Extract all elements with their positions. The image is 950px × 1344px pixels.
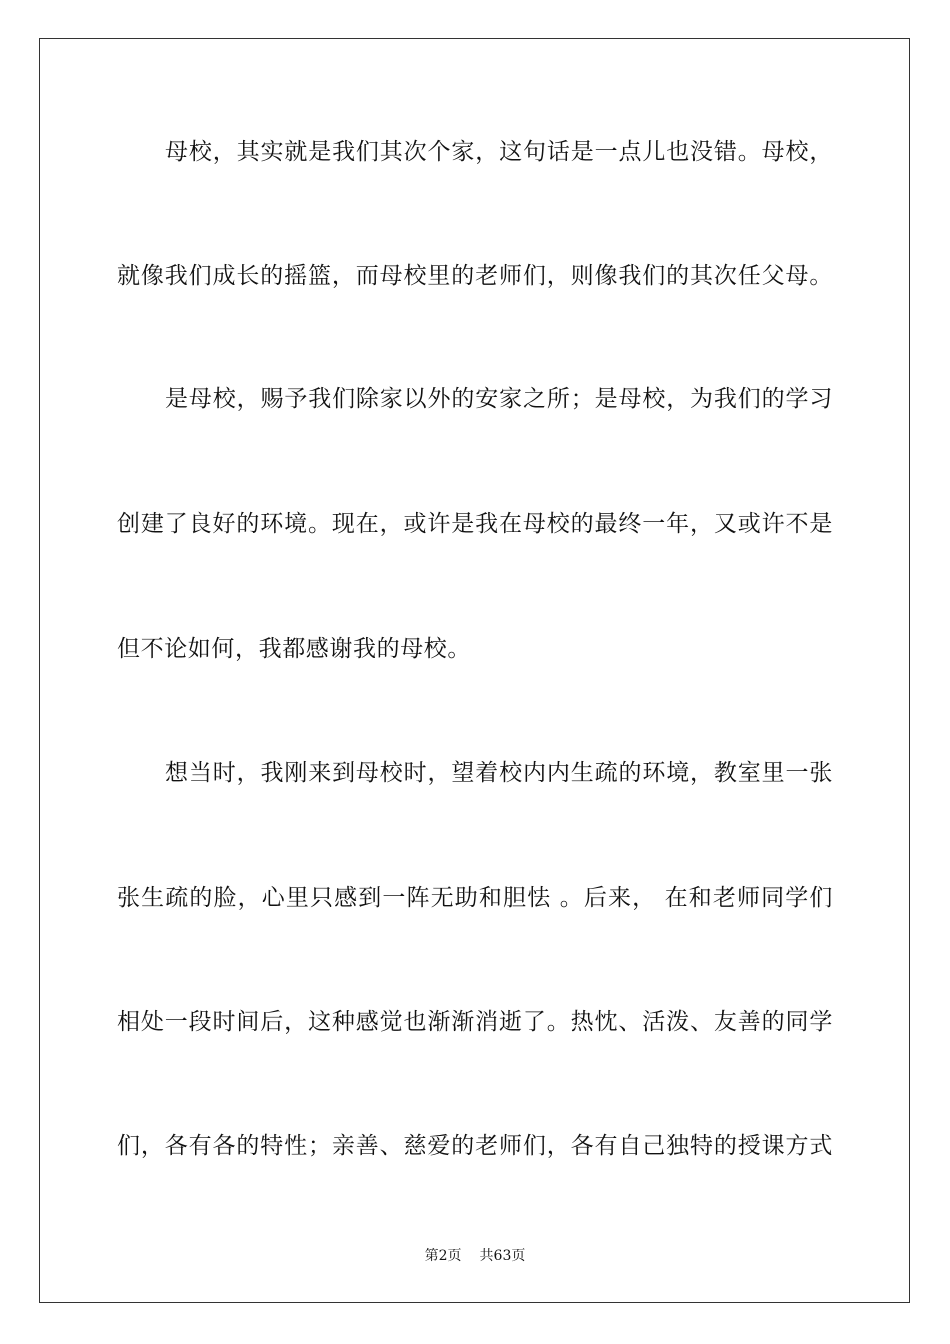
paragraph-2-line-2: 创建了良好的环境。现在，或许是我在母校的最终一年，又或许不是 — [117, 511, 833, 537]
page-total: 共63页 — [479, 1248, 526, 1264]
paragraph-3-line-1: 想当时，我刚来到母校时，望着校内内生疏的环境，教室里一张 — [165, 760, 833, 786]
paragraph-1-line-1: 母校，其实就是我们其次个家，这句话是一点儿也没错。母校， — [165, 139, 833, 165]
page-footer — [0, 1246, 950, 1266]
page-border — [39, 38, 910, 1303]
paragraph-3-line-4: 们，各有各的特性；亲善、慈爱的老师们，各有自己独特的授课方式 — [117, 1133, 833, 1159]
paragraph-3-line-2: 张生疏的脸，心里只感到一阵无助和胆怯 。后来， 在和老师同学们 — [117, 885, 833, 911]
paragraph-1-line-2: 就像我们成长的摇篮，而母校里的老师们，则像我们的其次任父母。 — [117, 263, 833, 289]
paragraph-2-line-3: 但不论如何，我都感谢我的母校。 — [117, 636, 471, 662]
page-number: 第2页 — [424, 1248, 462, 1264]
paragraph-2-line-1: 是母校，赐予我们除家以外的安家之所；是母校，为我们的学习 — [165, 386, 833, 412]
paragraph-3-line-3: 相处一段时间后，这种感觉也渐渐消逝了。热忱、活泼、友善的同学 — [117, 1009, 833, 1035]
